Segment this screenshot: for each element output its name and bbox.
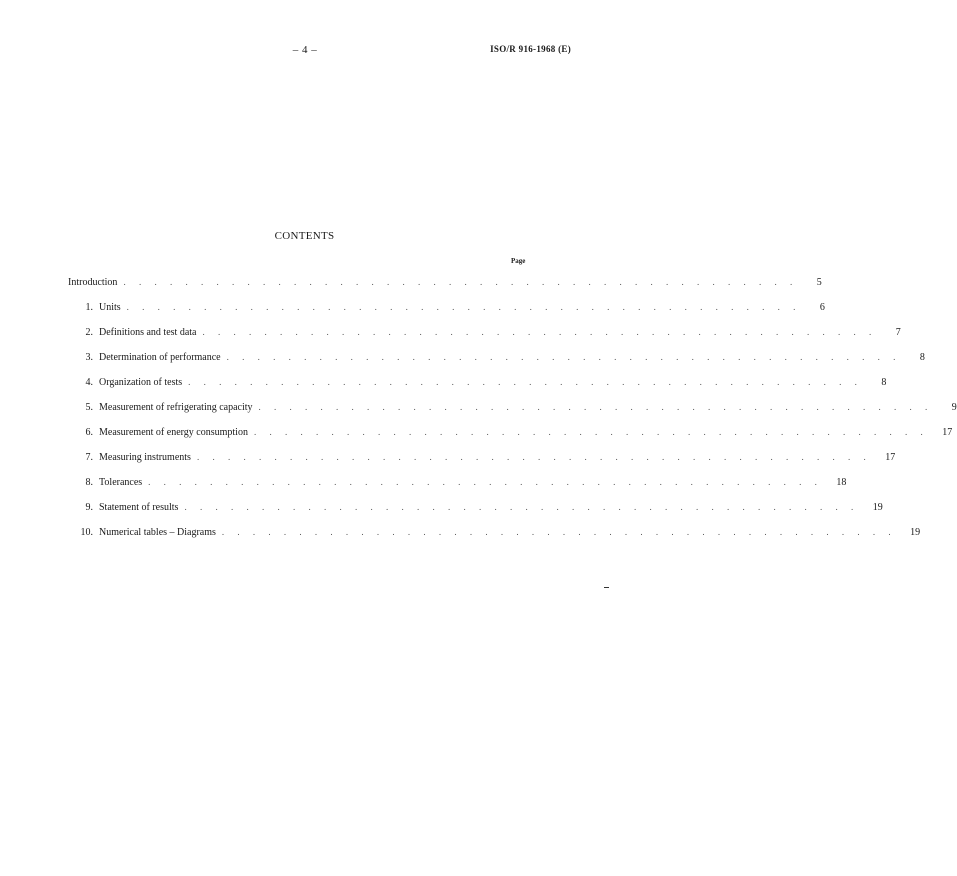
toc-entry-definitions[interactable] (68, 327, 901, 352)
table-of-contents (68, 277, 957, 552)
toc-entry-page: 6 (801, 302, 825, 313)
dot-leader: . . . . . . . . . . . . . . . . . . . . . . . . . . . . . . . . . . . . . . . . . . . . (253, 427, 929, 437)
toc-entry-performance[interactable] (68, 352, 925, 377)
toc-entry-number: 10. (80, 527, 93, 538)
toc-entry-measuring-instruments[interactable] (68, 452, 896, 477)
page-column-label: Page (511, 257, 526, 265)
dot-leader: . . . . . . . . . . . . . . . . . . . . . . . . . . . . . . . . . . . . . . . . . . . . (226, 352, 901, 362)
margin-mark (604, 587, 609, 588)
toc-entry-page: 17 (928, 427, 952, 438)
toc-entry-number: 5. (85, 402, 93, 413)
toc-entry-number: 9. (85, 502, 93, 513)
document-reference: ISO/R 916-1968 (E) (490, 44, 571, 54)
toc-entry-label: Measurement of refrigerating capacity (93, 402, 253, 413)
toc-entry-label: Determination of performance (93, 352, 221, 363)
toc-entry-label: Measuring instruments (93, 452, 191, 463)
toc-entry-tolerances[interactable] (68, 477, 847, 502)
dot-leader: . . . . . . . . . . . . . . . . . . . . . . . . . . . . . . . . . . . . . . . . . . . . (202, 327, 877, 337)
toc-entry-number: 6. (85, 427, 93, 438)
dot-leader: . . . . . . . . . . . . . . . . . . . . . . . . . . . . . . . . . . . . . . . . . . . . (184, 502, 859, 512)
toc-entry-page: 5 (798, 277, 822, 288)
toc-entry-label: Measurement of energy consumption (93, 427, 248, 438)
page-number: – 4 – (292, 44, 318, 56)
toc-entry-page: 9 (933, 402, 957, 413)
toc-entry-number: 2. (85, 327, 93, 338)
toc-entry-label: Tolerances (93, 477, 142, 488)
toc-entry-label: Introduction (68, 277, 118, 288)
toc-entry-number: 8. (85, 477, 93, 488)
dot-leader: . . . . . . . . . . . . . . . . . . . . . . . . . . . . . . . . . . . . . . . . . . . . (148, 477, 823, 487)
toc-entry-label: Definitions and test data (93, 327, 196, 338)
dot-leader: . . . . . . . . . . . . . . . . . . . . . . . . . . . . . . . . . . . . . . . . . . . . (221, 527, 897, 537)
toc-entry-number: 7. (85, 452, 93, 463)
toc-entry-page: 18 (822, 477, 846, 488)
toc-entry-number: 3. (85, 352, 93, 363)
toc-entry-refrigerating-capacity[interactable] (68, 402, 957, 427)
toc-entry-organization[interactable] (68, 377, 887, 402)
contents-title: CONTENTS (274, 230, 335, 242)
dot-leader: . . . . . . . . . . . . . . . . . . . . . . . . . . . . . . . . . . . . . . . . . . . . (126, 302, 801, 312)
toc-entry-label: Numerical tables – Diagrams (93, 527, 216, 538)
dot-leader: . . . . . . . . . . . . . . . . . . . . . . . . . . . . . . . . . . . . . . . . . . . . (188, 377, 863, 387)
toc-entry-label: Units (93, 302, 121, 313)
toc-entry-label: Statement of results (93, 502, 178, 513)
toc-entry-units[interactable] (68, 302, 825, 327)
toc-entry-statement-of-results[interactable] (68, 502, 883, 527)
toc-entry-page: 8 (862, 377, 886, 388)
dot-leader: . . . . . . . . . . . . . . . . . . . . . . . . . . . . . . . . . . . . . . . . . . . . (258, 402, 933, 412)
toc-entry-page: 17 (871, 452, 895, 463)
toc-entry-numerical-tables[interactable] (68, 527, 921, 552)
toc-entry-page: 19 (859, 502, 883, 513)
dot-leader: . . . . . . . . . . . . . . . . . . . . . . . . . . . . . . . . . . . . . . . . . . . . (123, 277, 798, 287)
toc-entry-page: 19 (896, 527, 920, 538)
toc-entry-page: 8 (901, 352, 925, 363)
toc-entry-number: 1. (85, 302, 93, 313)
toc-entry-label: Organization of tests (93, 377, 182, 388)
toc-entry-page: 7 (877, 327, 901, 338)
toc-entry-number: 4. (85, 377, 93, 388)
toc-entry-energy-consumption[interactable] (68, 427, 953, 452)
dot-leader: . . . . . . . . . . . . . . . . . . . . . . . . . . . . . . . . . . . . . . . . . . . . (196, 452, 872, 462)
toc-entry-introduction[interactable] (68, 277, 822, 302)
